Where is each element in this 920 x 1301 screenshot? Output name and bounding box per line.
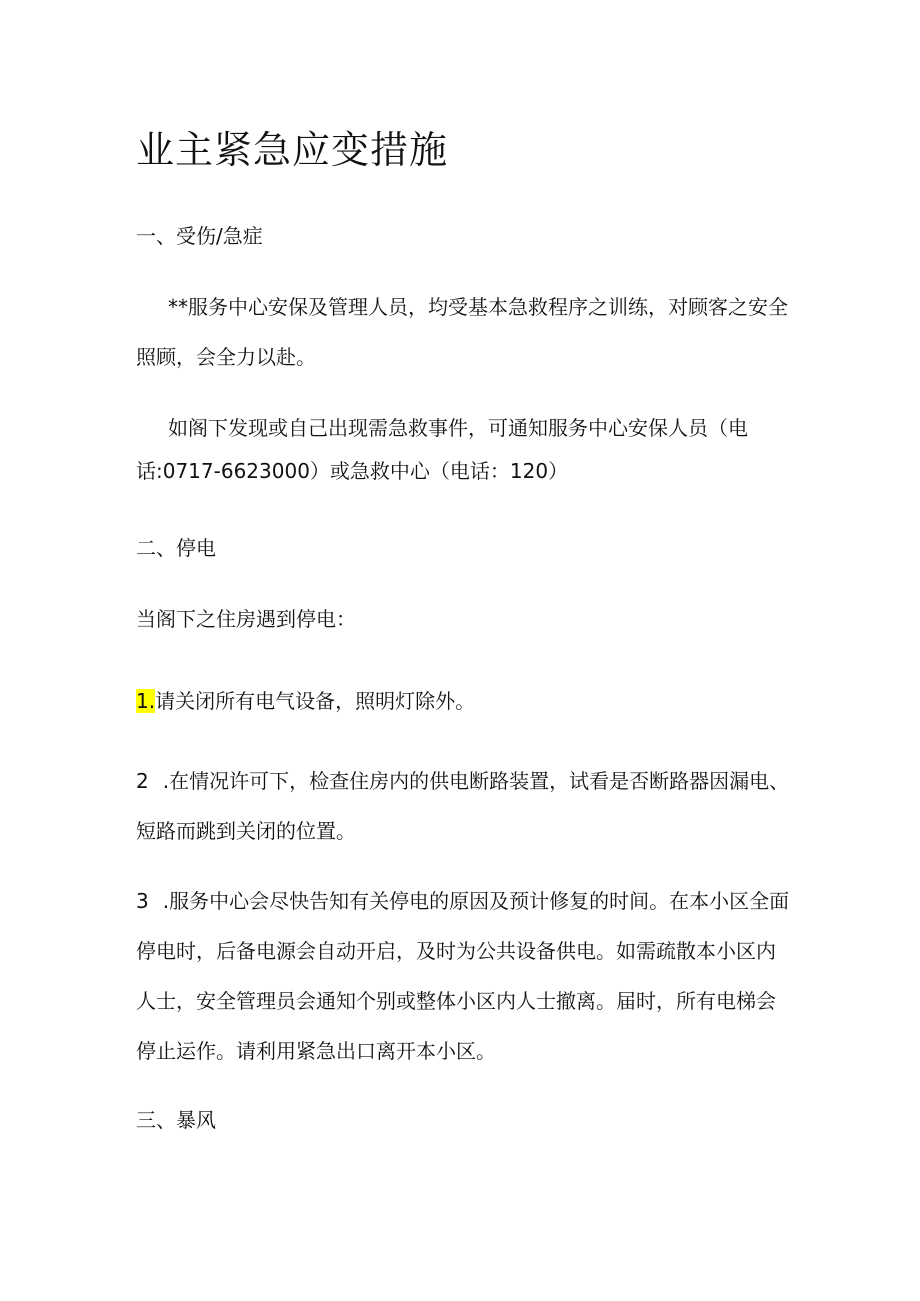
item-number: 2: [136, 769, 149, 793]
list-item-continuation: 停电时，后备电源会自动开启，及时为公共设备供电。如需疏散本小区内: [136, 939, 776, 963]
document-title: 业主紧急应变措施: [136, 128, 449, 172]
list-item-continuation: 停止运作。请利用紧急出口离开本小区。: [136, 1039, 496, 1063]
list-item-continuation: 短路而跳到关闭的位置。: [136, 819, 356, 843]
section-heading-storm: 三、暴风: [136, 1108, 216, 1132]
paragraph-line: 照顾，会全力以赴。: [136, 345, 316, 369]
list-item: [136, 686, 475, 716]
list-item-continuation: 人士，安全管理员会通知个别或整体小区内人士撤离。届时，所有电梯会: [136, 989, 776, 1013]
section-heading-injury: 一、受伤/急症: [136, 224, 263, 248]
list-item-text: .在情况许可下，检查住房内的供电断路装置，试看是否断路器因漏电、: [162, 769, 790, 793]
section-heading-power-outage: 二、停电: [136, 536, 216, 560]
paragraph-line: **服务中心安保及管理人员，均受基本急救程序之训练，对顾客之安全: [168, 295, 788, 319]
section-intro: 当阁下之住房遇到停电：: [136, 607, 356, 631]
paragraph-line: 话:0717-6623000）或急救中心（电话：120）: [136, 459, 569, 483]
list-item-text: .服务中心会尽快告知有关停电的原因及预计修复的时间。在本小区全面: [162, 889, 790, 913]
item-number-highlighted: 1.: [136, 689, 156, 713]
list-item: [136, 886, 789, 916]
list-item-text: 请关闭所有电气设备，照明灯除外。: [155, 689, 476, 713]
paragraph-line: 如阁下发现或自己出现需急救事件，可通知服务中心安保人员（电: [168, 416, 748, 440]
list-item: [136, 766, 789, 796]
item-number: 3: [136, 889, 149, 913]
